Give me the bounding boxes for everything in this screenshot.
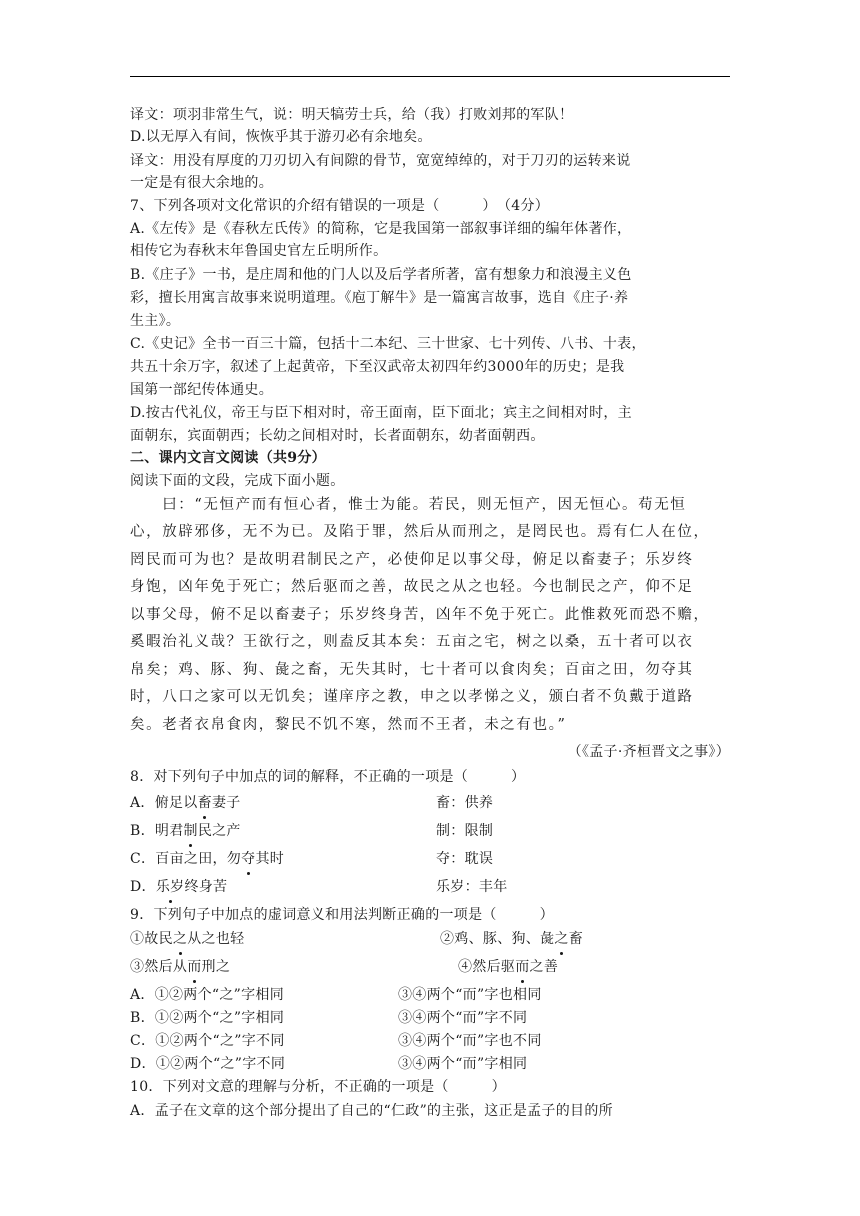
emphasis-dotted-char: 之 (173, 928, 187, 950)
passage-line: 身饱，凶年免于死亡；然后驱而之善，故民之从之也轻。今也制民之产，仰不足 (130, 579, 694, 595)
translation-line-3: 一定是有很大余地的。 (130, 175, 273, 191)
q10-option-a: A．孟子在文章的这个部分提出了自己的“仁政”的主张，这正是孟子的目的所 (130, 1103, 613, 1119)
translation-line-2: 译文：用没有厚度的刀刃切入有间隙的骨节，宽宽绰绰的，对于刀刃的运转来说 (130, 153, 631, 169)
translation-line-1: 译文：项羽非常生气，说：明天犒劳士兵，给（我）打败刘邦的军队！ (130, 107, 574, 123)
q7-text-line: 相传它为春秋末年鲁国史官左丘明所作。 (130, 243, 388, 259)
question-8-stem: 8．对下列句子中加点的词的解释，不正确的一项是（ ） (130, 769, 526, 785)
q7-text-line: B.《庄子》一书，是庄周和他的门人以及后学者所著，富有想象力和浪漫主义色 (130, 267, 632, 283)
q7-text-line: 面朝东，宾面朝西；长幼之间相对时，长者面朝东，幼者面朝西。 (130, 428, 545, 444)
passage-line: 矣。老者衣帛食肉，黎民不饥不寒，然而不王者，未之有也。” (130, 717, 567, 733)
q7-text-line: 国第一部纪传体通史。 (130, 382, 273, 398)
emphasis-dotted-char: 畜 (198, 792, 212, 814)
passage-line: 心，放辟邪侈，无不为已。及陷于罪，然后从而刑之，是罔民也。焉有仁人在位， (130, 524, 710, 540)
emphasis-dotted-char: 之 (554, 928, 568, 950)
passage-line: 时，八口之家可以无饥矣；谨庠序之教，申之以孝悌之义，颁白者不负戴于道路 (130, 689, 694, 705)
passage-line: 以事父母，俯不足以畜妻子；乐岁终身苦，凶年不免于死亡。此惟救死而恐不赡， (130, 607, 710, 623)
emphasis-dotted-char: 而 (187, 956, 201, 978)
emphasis-dotted-char: 而 (515, 956, 529, 978)
q7-text-line: 生主》。 (130, 313, 181, 329)
question-10-stem: 10．下列对文意的理解与分析，不正确的一项是（ ） (130, 1079, 506, 1095)
passage-line: 帛矣；鸡、豚、狗、彘之畜，无失其时，七十者可以食肉矣；百亩之田，勿夺其 (130, 662, 694, 678)
question-7-stem: 7、下列各项对文化常识的介绍有错误的一项是（ ） （4分） (130, 198, 550, 214)
passage-line: 罔民而可为也？是故明君制民之产，必使仰足以事父母，俯足以畜妻子；乐岁终 (130, 552, 694, 568)
section-instruction: 阅读下面的文段，完成下面小题。 (130, 473, 345, 489)
q7-text-line: C.《史记》全书一百三十篇，包括十二本纪、三十世家、七十列传、八书、十表， (130, 336, 646, 352)
passage-line: 奚暇治礼义哉？王欲行之，则盍反其本矣：五亩之宅，树之以桑，五十者可以衣 (130, 634, 694, 650)
passage-source: （《孟子·齐桓晋文之事》） (567, 744, 730, 760)
header-rule (130, 76, 730, 77)
q7-text-line: 彩，擅长用寓言故事来说明道理。《庖丁解牛》是一篇寓言故事，选自《庄子·养 (130, 290, 629, 306)
q7-text-line: D.按古代礼仪，帝王与臣下相对时，帝王面南，臣下面北；宾主之间相对时，主 (130, 405, 632, 421)
section-heading: 二、课内文言文阅读（共9分） (130, 450, 326, 466)
q7-text-line: A.《左传》是《春秋左氏传》的简称，它是我国第一部叙事详细的编年体著作， (130, 221, 632, 237)
q7-text-line: 共五十余万字，叙述了上起黄帝，下至汉武帝太初四年约3000年的历史；是我 (130, 359, 625, 375)
passage-line: 曰：“无恒产而有恒心者，惟士为能。若民，则无恒产，因无恒心。苟无恒 (130, 497, 687, 513)
emphasis-dotted-char: 夺 (241, 848, 255, 870)
emphasis-dotted-char: 制 (184, 820, 198, 842)
option-d-line: D.以无厚入有间，恢恢乎其于游刃必有余地矣。 (130, 129, 432, 145)
emphasis-dotted-char: 乐岁 (156, 876, 185, 898)
question-9-stem: 9．下列句子中加点的虚词意义和用法判断正确的一项是（ ） (130, 907, 554, 923)
